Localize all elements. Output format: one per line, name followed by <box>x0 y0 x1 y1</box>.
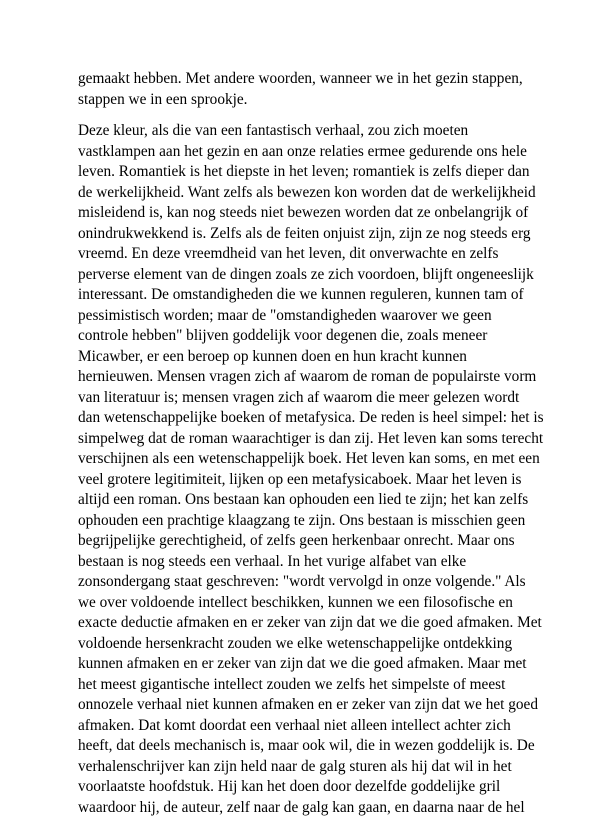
paragraph-2 <box>78 121 528 818</box>
text-line: altijd een roman. Ons bestaan kan ophouden een lied te zijn; het kan zelfs <box>78 490 528 511</box>
text-line: leven. Romantiek is het diepste in het leven; romantiek is zelfs dieper dan <box>78 162 528 183</box>
text-line: waardoor hij, de auteur, zelf naar de galg kan gaan, en daarna naar de hel <box>78 798 528 818</box>
text-line: verhalenschrijver kan zijn held naar de galg sturen als hij dat wil in het <box>78 757 528 778</box>
text-line: voorlaatste hoofdstuk. Hij kan het doen door dezelfde goddelijke gril <box>78 777 528 798</box>
text-line: dan wetenschappelijke boeken of metafysica. De reden is heel simpel: het is <box>78 408 528 429</box>
text-line: onnozele verhaal niet kunnen afmaken en er zeker van zijn dat we het goed <box>78 695 528 716</box>
text-line: Micawber, er een beroep op kunnen doen en hun kracht kunnen <box>78 347 528 368</box>
text-line: veel grotere legitimiteit, lijken op een metafysicaboek. Maar het leven is <box>78 470 528 491</box>
text-line: controle hebben" blijven goddelijk voor degenen die, zoals meneer <box>78 326 528 347</box>
text-line: heeft, dat deels mechanisch is, maar ook wil, die in wezen goddelijk is. De <box>78 736 528 757</box>
text-line: van literatuur is; mensen vragen zich af waarom die meer gelezen wordt <box>78 388 528 409</box>
text-line: de werkelijkheid. Want zelfs als bewezen kon worden dat de werkelijkheid <box>78 183 528 204</box>
text-line: interessant. De omstandigheden die we kunnen reguleren, kunnen tam of <box>78 285 528 306</box>
text-line: ophouden een prachtige klaagzang te zijn. Ons bestaan is misschien geen <box>78 511 528 532</box>
text-line: gemaakt hebben. Met andere woorden, wanneer we in het gezin stappen, <box>78 69 528 90</box>
paragraph-1 <box>78 69 528 110</box>
text-line: exacte deductie afmaken en er zeker van zijn dat we die goed afmaken. Met <box>78 613 528 634</box>
text-line: verschijnen als een wetenschappelijk boek. Het leven kan soms, en met een <box>78 449 528 470</box>
text-line: bestaan is nog steeds een verhaal. In het vurige alfabet van elke <box>78 552 528 573</box>
text-line: begrijpelijke gerechtigheid, of zelfs geen herkenbaar onrecht. Maar ons <box>78 531 528 552</box>
text-line: stappen we in een sprookje. <box>78 90 528 111</box>
text-line: afmaken. Dat komt doordat een verhaal niet alleen intellect achter zich <box>78 716 528 737</box>
text-line: simpelweg dat de roman waarachtiger is dan zij. Het leven kan soms terecht <box>78 429 528 450</box>
text-line: voldoende hersenkracht zouden we elke wetenschappelijke ontdekking <box>78 634 528 655</box>
text-line: vastklampen aan het gezin en aan onze relaties ermee gedurende ons hele <box>78 142 528 163</box>
text-line: misleidend is, kan nog steeds niet bewezen worden dat ze onbelangrijk of <box>78 203 528 224</box>
text-line: onindrukwekkend is. Zelfs als de feiten onjuist zijn, zijn ze nog steeds erg <box>78 224 528 245</box>
text-line: zonsondergang staat geschreven: "wordt vervolgd in onze volgende." Als <box>78 572 528 593</box>
text-line: hernieuwen. Mensen vragen zich af waarom de roman de populairste vorm <box>78 367 528 388</box>
text-line: het meest gigantische intellect zouden we zelfs het simpelste of meest <box>78 675 528 696</box>
text-line: we over voldoende intellect beschikken, kunnen we een filosofische en <box>78 593 528 614</box>
text-line: Deze kleur, als die van een fantastisch verhaal, zou zich moeten <box>78 121 528 142</box>
text-line: perverse element van de dingen zoals ze zich voordoen, blijft ongeneeslijk <box>78 265 528 286</box>
text-line: vreemd. En deze vreemdheid van het leven, dit onverwachte en zelfs <box>78 244 528 265</box>
text-line: pessimistisch worden; maar de "omstandigheden waarover we geen <box>78 306 528 327</box>
text-line: kunnen afmaken en er zeker van zijn dat we die goed afmaken. Maar met <box>78 654 528 675</box>
